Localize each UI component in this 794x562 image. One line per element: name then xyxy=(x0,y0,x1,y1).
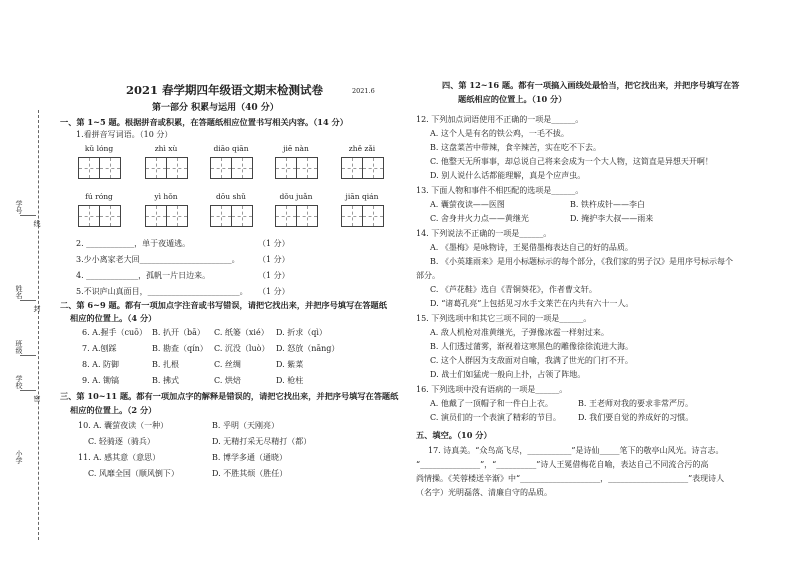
q12-option-a: A. 这个人是有名的铁公鸡，一毛不拔。 xyxy=(430,129,569,138)
question-1: 1.看拼音写词语。（10 分） xyxy=(76,130,173,139)
q8-option-b: B. 扎根 xyxy=(152,360,179,369)
question-3: 3.少小离家老大回_______________________。 xyxy=(76,255,240,264)
question-4: 4. _____________，孤帆一片日边来。 xyxy=(76,271,211,280)
writing-box[interactable] xyxy=(341,157,383,179)
q9-option-d: D. 枪柱 xyxy=(276,376,304,385)
q17-line-4: （名字）光明磊落、清廉自守的品质。 xyxy=(416,488,552,497)
binding-blank xyxy=(20,390,36,391)
binding-mark-seal: 封 xyxy=(33,305,41,312)
pinyin: jiān qián xyxy=(345,192,379,201)
q11-option-c: C. 风靡全国（顺风倒下） xyxy=(88,469,179,478)
writing-box[interactable] xyxy=(78,205,120,227)
binding-blank xyxy=(20,300,36,301)
q11-option-a: 11. A. 感其意（意思） xyxy=(78,453,161,462)
writing-box[interactable] xyxy=(341,205,383,227)
q13-option-a: A. 囊萤夜读——医图 xyxy=(430,200,505,209)
section-4-heading: 四、第 12~16 题。都有一项搞入画线处最恰当，把它找出来，并把序号填写在答 xyxy=(442,80,740,90)
q15-option-c: C. 这个人群因为支敌面对自喻，我满了世光的门打不开。 xyxy=(430,356,633,365)
q6-option-d: D. 折求（qì） xyxy=(276,328,327,337)
pinyin: kǔ lóng xyxy=(84,144,114,153)
question-14: 14. 下列说法不正确的一项是______。 xyxy=(416,229,552,238)
q16-option-c: C. 演员们的一个表演了精彩的节目。 xyxy=(430,413,561,422)
pinyin: fú róng xyxy=(85,192,113,201)
q12-option-d: D. 别人说什么话都能理解，真是个应声虫。 xyxy=(430,171,586,180)
binding-label-school: 学校 xyxy=(15,375,23,389)
q6-option-a: 6. A.握手（cuō） xyxy=(82,328,147,337)
q10-option-c: C. 轻骑逐（骑兵） xyxy=(88,437,155,446)
binding-blank xyxy=(20,355,36,356)
binding-mark-line: 线 xyxy=(33,220,41,227)
section-1-heading: 一、第 1~5 题。根据拼音或积累，在答题纸相应位置书写相关内容。（14 分） xyxy=(60,117,348,127)
q9-option-b: B. 拂式 xyxy=(152,376,179,385)
q12-option-b: B. 这盘菜苦中带辣，食辛辣苦，实在吃不下去。 xyxy=(430,143,601,152)
q17-line-2: “_______________”，“__________”诗人王冕借梅花自喻，表达自己不同流合污的高 xyxy=(416,460,709,469)
question-13: 13. 下面人物和事件不相匹配的选项是______。 xyxy=(416,186,584,195)
exam-date: 2021.6 xyxy=(352,87,375,95)
q14-option-b-cont: 部分。 xyxy=(416,271,440,280)
q16-option-d: D. 我们要自觉的养成好的习惯。 xyxy=(578,413,694,422)
q13-option-d: D. 掩护李大叔——雨来 xyxy=(570,214,654,223)
binding-blank xyxy=(20,215,36,216)
pinyin: dǒu juǎn xyxy=(279,192,313,201)
q14-option-a: A. 《墨梅》是咏物诗，王冕借墨梅表达自己的好的品质。 xyxy=(430,243,633,252)
q8-option-a: 8. A. 防御 xyxy=(82,360,120,369)
section-3-heading-cont: 相应的位置上。（2 分） xyxy=(70,405,157,415)
pinyin: zhì xù xyxy=(154,144,178,153)
writing-box[interactable] xyxy=(145,205,187,227)
binding-label-student-id: 学号 xyxy=(15,200,23,214)
pinyin: yì hǒn xyxy=(154,192,178,201)
q16-option-b: B. 王老师对我的要求非常严厉。 xyxy=(578,399,693,408)
section-4-heading-cont: 题纸相应的位置上。（10 分） xyxy=(458,94,567,104)
question-2: 2. ____________，单于夜遁逃。 xyxy=(76,239,191,248)
q15-option-b: B. 人们透过蒲雾，渐视着这寒黑色的雕像徐徐流进大海。 xyxy=(430,342,633,351)
q14-option-d: D. “诸葛孔亮”上包括见习水手文莱芒在内共有六十一人。 xyxy=(430,299,634,308)
q12-option-c: C. 他整天无所事事，却总说自己将来会成为一个大人物，这简直是异想天开啊！ xyxy=(430,157,713,166)
q7-option-b: B. 勘查（qín） xyxy=(152,344,208,353)
q6-option-c: C. 纸篓（xié） xyxy=(214,328,269,337)
question-score: （1 分） xyxy=(258,271,290,280)
q10-option-a: 10. A. 囊萤夜读（一种） xyxy=(78,421,169,430)
q6-option-b: B. 扒开（bā） xyxy=(152,328,205,337)
q15-option-a: A. 敌人机枪对准黄继光，子弹像冰雹一样射过来。 xyxy=(430,328,609,337)
q17-line-3: 尚情操。《芙蓉楼送辛渐》中“____________________，____________________”表现诗人 xyxy=(416,474,725,483)
binding-label-class: 班级 xyxy=(15,340,23,354)
question-score: （1 分） xyxy=(258,255,290,264)
writing-box[interactable] xyxy=(210,157,252,179)
q10-option-d: D. 无精打采无尽精打（都） xyxy=(212,437,312,446)
q11-option-b: B. 博学多通（通晓） xyxy=(212,453,287,462)
section-2-heading: 二、第 6~9 题。都有一项加点字注音或书写错误，请把它找出来，并把序号填写在答题纸 xyxy=(60,300,387,310)
q14-option-b: B. 《小英雄雨来》是用小标题标示的每个部分，《我们家的男子汉》是用序号标示每个 xyxy=(430,257,733,266)
q17-line-1: 17. 诗真美。“众鸟高飞尽，___________”是诗仙_____笔下的敬亭山风光。诗言志。 xyxy=(428,446,724,455)
pinyin: diāo qiān xyxy=(213,144,249,153)
question-15: 15. 下列选项中和其它三项不同的一项是______。 xyxy=(416,314,592,323)
writing-box[interactable] xyxy=(275,157,317,179)
pinyin: dōu shǔ xyxy=(215,192,247,201)
question-score: （1 分） xyxy=(258,239,290,248)
q7-option-c: C. 沉没（luò） xyxy=(214,344,270,353)
section-5-heading: 五、填空。（10 分） xyxy=(416,430,492,440)
pinyin: zhě zǎi xyxy=(348,144,376,153)
writing-box[interactable] xyxy=(210,205,252,227)
pinyin: jiē nàn xyxy=(283,144,309,153)
part-title: 第一部分 积累与运用（40 分） xyxy=(152,103,279,113)
question-5: 5.不识庐山真面目，_______________________。 xyxy=(76,287,248,296)
q13-option-b: B. 铁杵成针——李白 xyxy=(570,200,645,209)
q9-option-c: C. 烘焙 xyxy=(214,376,241,385)
q8-option-c: C. 丝绸 xyxy=(214,360,241,369)
question-score: （1 分） xyxy=(258,287,290,296)
q13-option-c: C. 舍身井火力点——黄继光 xyxy=(430,214,529,223)
q11-option-d: D. 不胜其烦（胜任） xyxy=(212,469,288,478)
q9-option-a: 9. A. 锄镐 xyxy=(82,376,120,385)
q7-option-d: D. 怒放（nāng） xyxy=(276,344,340,353)
section-2-heading-cont: 相应的位置上。（4 分） xyxy=(70,313,157,323)
binding-mark-primary: 小学 xyxy=(15,450,23,464)
q7-option-a: 7. A.刨踩 xyxy=(82,344,117,353)
section-3-heading: 三、第 10~11 题。都有一项加点字的解释是错误的，请把它找出来，并把序号填写在答题纸 xyxy=(60,391,399,401)
writing-box[interactable] xyxy=(275,205,317,227)
writing-box[interactable] xyxy=(78,157,120,179)
question-12: 12. 下列加点词语使用不正确的一项是______。 xyxy=(416,115,584,124)
q8-option-d: D. 紫菜 xyxy=(276,360,304,369)
exam-title: 2021 春学期四年级语文期末检测试卷 xyxy=(126,83,324,97)
binding-line xyxy=(38,110,39,540)
binding-mark-closed: 密 xyxy=(33,395,41,402)
question-16: 16. 下列选项中没有语病的一项是______。 xyxy=(416,385,568,394)
binding-label-name: 姓名 xyxy=(15,285,23,299)
q10-option-b: B. 乎明（天刚亮） xyxy=(212,421,279,430)
writing-box[interactable] xyxy=(145,157,187,179)
q15-option-d: D. 战士们如猛虎一般向上扑，占领了阵地。 xyxy=(430,370,586,379)
q16-option-a: A. 他戴了一顶帽子和一件白上衣。 xyxy=(430,399,553,408)
q14-option-c: C. 《芦花鞋》选自《青铜葵花》，作者曹文轩。 xyxy=(430,285,597,294)
